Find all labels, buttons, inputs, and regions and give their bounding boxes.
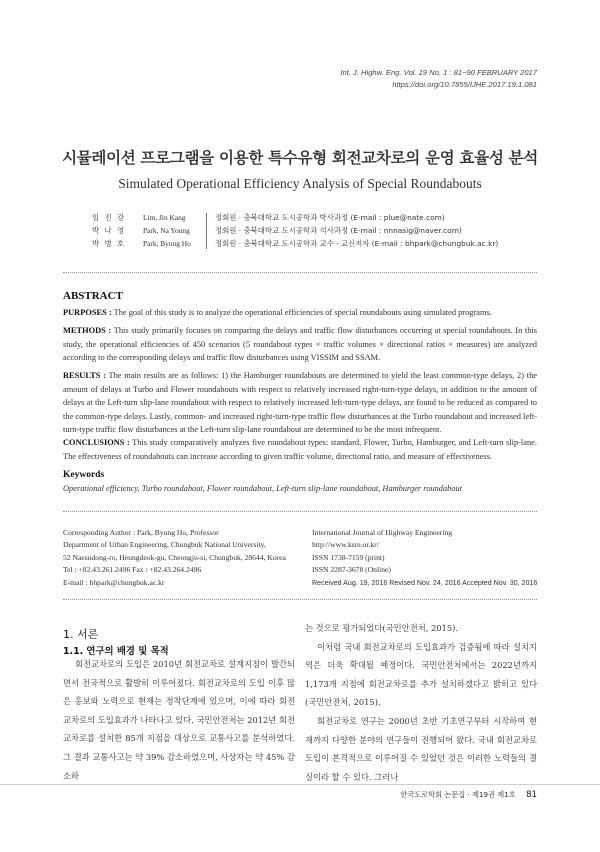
email[interactable]: E-mail : bhpark@chungbuk.ac.kr bbox=[63, 577, 165, 587]
issn-online: ISSN 2287-3678 (Online) bbox=[312, 565, 391, 575]
author-name-en: Lim, Jin Kang bbox=[143, 213, 186, 222]
address: 52 Naesudong-ro, Heungdeok-gu, Cheongju-si, Chungbuk, 28644, Korea bbox=[63, 552, 286, 562]
journal-url[interactable]: http://www.ksre.or.kr/ bbox=[312, 540, 379, 550]
methods-text: This study primarily focuses on comparing the delays and traffic flow disturbances occurring at special roundabouts. In this study, the operational efficiencies of 450 scenarios (5 roundabout types × traffic volumes × directional ratios × measures) are analyzed according to the corresponding delays and traffic flow disturbances using VISSIM and SSAM. bbox=[63, 326, 537, 363]
body-right-column bbox=[305, 619, 537, 786]
volume-info: Vol. 19 No. 1 : 81~90 FEBRUARY 2017 bbox=[403, 68, 537, 77]
received-dates: Received Aug. 19, 2016 Revised Nov. 24, 2016 Accepted Nov. 30, 2016 bbox=[312, 578, 538, 587]
footer-divider bbox=[0, 784, 600, 785]
author-row bbox=[0, 224, 600, 237]
results-text: The main results are as follows: 1) the Hamburger roundabouts are determined to yield the least common-type delays, 2) the amount of delays at Turbo and Flower roundabouts with respect to relatively increased right-turn-type delays, in addition to the amount of delays at the Left-turn slip-lane roundabout with respect to relatively increased left-turn-type delays, are found to be reduced as compared to the common-type delays. Lastly, common- and increased right-turn-type traffic flow disturbances at the Turbo roundabout and increased left-turn-type traffic flow disturbances at the Left-turn slip-lane roundabout are determined to be the most infrequent. bbox=[63, 371, 537, 435]
department: Department of Urban Engineering, Chungbuk National University, bbox=[63, 540, 266, 550]
purposes-text: The goal of this study is to analyze the operational efficiencies of special roundabouts using simulated programs. bbox=[113, 308, 492, 317]
author-name-ko: 임 진 강 bbox=[92, 213, 126, 222]
body-paragraph: 회전교차로 연구는 2000년 초반 기초연구부터 시작하여 현재까지 다양한 분야의 연구들이 진행되어 왔다. 국내 회전교차로 도입이 본격적으로 이루어질 수 있었던 것은 이러한 노력들의 결실이라 할 수 있다. 그러나 bbox=[305, 715, 537, 782]
abstract-heading: ABSTRACT bbox=[63, 290, 123, 302]
doi-link[interactable]: https://doi.org/10.7855/IJHE.2017.19.1.081 bbox=[392, 80, 537, 89]
body-paragraph: 이처럼 국내 회전교차로의 도입효과가 검증됨에 따라 설치지역은 더욱 확대될 예정이다. 국민안전처에서는 2022년까지 1,173개 지점에 회전교차로를 추가 설치하겠다고 밝히고 있다(국민안전처, 2015). bbox=[305, 641, 537, 708]
author-row bbox=[0, 237, 600, 250]
corresponding-author: Corresponding Author : Park, Byung Ho, Professor bbox=[63, 528, 219, 537]
footer-journal: 한국도로학회 논문집 · 제19권 제1호 bbox=[400, 790, 516, 799]
journal-title: International Journal of Highway Engineering bbox=[312, 528, 453, 537]
dotted-divider bbox=[63, 511, 537, 512]
author-name-ko: 박 병 호 bbox=[92, 239, 126, 248]
author-affiliation: 정회원 · 충북대학교 도시공학과 교수 · 교신저자 (E-mail : bhpark@chungbuk.ac.kr) bbox=[215, 239, 499, 248]
abstract-methods bbox=[63, 324, 537, 365]
journal-citation bbox=[340, 67, 537, 78]
journal-name: Int. J. Highw. Eng. bbox=[340, 68, 402, 77]
body-paragraph: 회전교차로의 도입은 2010년 회전교차로 설계지침이 발간되면서 전국적으로 활발히 이루어졌다. 회전교차로의 도입 이후 많은 홍보와 노력으로 현재는 정착단계에 있으며, 이에 따라 회전교차로의 도입효과가 나타나고 있다. 국민안전처는 2012년 회전교차로를 설치한 85개 지점을 대상으로 교통사고를 분석하였다. 그 결과 교통사고는 약 39% 감소하였으며, 사상자는 약 45% 감소하 bbox=[63, 659, 295, 781]
keywords-heading: Keywords bbox=[63, 470, 105, 480]
section-heading: 1. 서론 bbox=[63, 628, 99, 641]
dotted-divider bbox=[63, 599, 537, 600]
page-number: 81 bbox=[526, 790, 537, 800]
body-paragraph: 는 것으로 평가되었다(국민안전처, 2015). bbox=[305, 623, 458, 633]
title-english: Simulated Operational Efficiency Analysis of Special Roundabouts bbox=[118, 176, 482, 191]
author-name-en: Park, Byung Ho bbox=[143, 239, 191, 248]
methods-label: METHODS : bbox=[63, 326, 112, 335]
body-left-column bbox=[63, 655, 295, 785]
journal-info-block bbox=[312, 527, 537, 589]
results-label: RESULTS : bbox=[63, 371, 106, 380]
dotted-divider bbox=[63, 272, 537, 273]
abstract-conclusions bbox=[63, 436, 537, 463]
author-affiliation: 정회원 · 충북대학교 도시공학과 석사과정 (E-mail : nnnasig@naver.com) bbox=[215, 226, 462, 235]
abstract-purposes bbox=[63, 306, 537, 320]
subsection-heading: 1.1. 연구의 배경 및 목적 bbox=[63, 646, 169, 657]
conclusions-text: This study comparatively analyzes five roundabout types: standard, Flower, Turbo, Hamburger, and Left-turn slip-lane. The effectiveness of roundabouts can increase according to given traffic volume, directional ratio, and measure of effectiveness. bbox=[63, 438, 537, 461]
correspondence-block bbox=[63, 527, 286, 589]
keywords-list: Operational efficiency, Turbo roundabout, Flower roundabout, Left-turn slip-lane roundabout, Hamburger roundabout bbox=[63, 484, 463, 493]
author-name-ko: 박 나 영 bbox=[92, 226, 126, 235]
author-name-en: Park, Na Young bbox=[143, 226, 190, 235]
author-affiliation: 정회원 · 충북대학교 도시공학과 박사과정 (E-mail : plue@nate.com) bbox=[215, 213, 445, 222]
page-footer bbox=[400, 790, 537, 800]
phone-fax: Tel : +82.43.261.2496 Fax : +82.43.264.2496 bbox=[63, 565, 202, 575]
title-korean: 시뮬레이션 프로그램을 이용한 특수유형 회전교차로의 운영 효율성 분석 bbox=[62, 149, 538, 167]
issn-print: ISSN 1738-7159 (print) bbox=[312, 552, 385, 562]
abstract-results bbox=[63, 369, 537, 437]
author-row bbox=[0, 211, 600, 224]
purposes-label: PURPOSES : bbox=[63, 308, 112, 317]
conclusions-label: CONCLUSIONS : bbox=[63, 438, 130, 447]
